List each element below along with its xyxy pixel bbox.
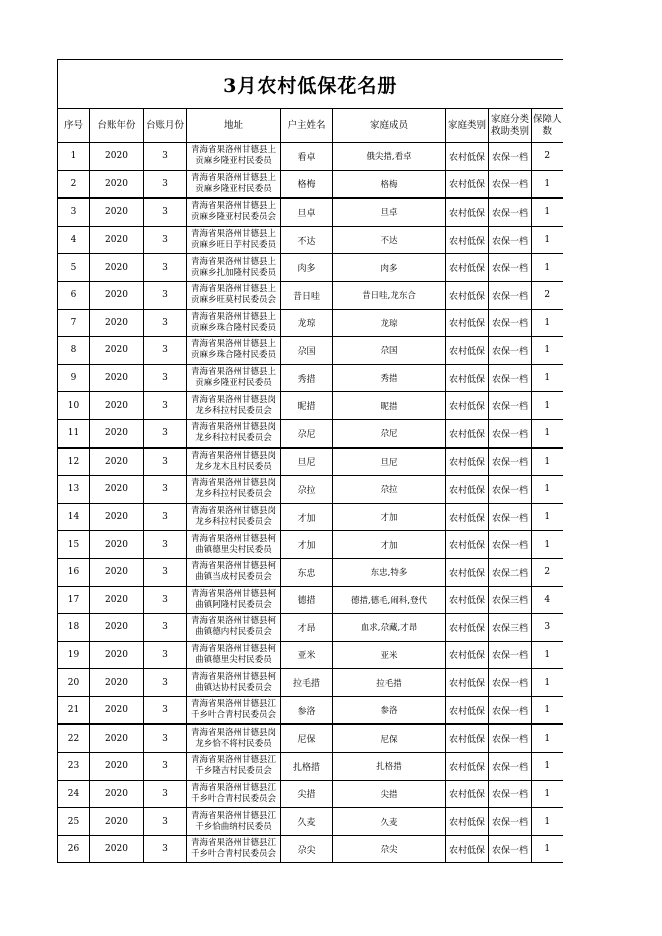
aid-category-cell: 农保一档 [489,669,532,697]
row-index-cell: 18 [58,614,90,642]
table-row [58,226,563,254]
household-type-cell: 农村低保 [446,170,489,198]
family-members-cell: 尕尼 [333,419,446,447]
family-members-cell: 尼保 [333,724,446,752]
row-index-cell: 16 [58,558,90,586]
aid-category-cell: 农保一档 [489,337,532,365]
ledger-month-cell: 3 [144,198,187,226]
ledger-year-cell: 2020 [90,641,144,669]
ledger-month-cell: 3 [144,835,187,863]
header-cell: 家庭分类救助类别 [489,109,532,143]
household-type-cell: 农村低保 [446,696,489,724]
covered-count-cell: 1 [532,476,563,504]
ledger-month-cell: 3 [144,392,187,420]
household-type-cell: 农村低保 [446,143,489,171]
head-of-household-cell: 肉多 [281,254,333,282]
address-cell: 青海省果洛州甘德县上贡麻乡珠合隆村民委员 [187,309,281,337]
ledger-year-cell: 2020 [90,586,144,614]
aid-category-cell: 农保一档 [489,835,532,863]
aid-category-cell: 农保一档 [489,696,532,724]
address-cell: 青海省果洛州甘德县柯曲镇德内村民委员会 [187,614,281,642]
ledger-month-cell: 3 [144,724,187,752]
ledger-month-cell: 3 [144,476,187,504]
row-index-cell: 22 [58,724,90,752]
table-row [58,392,563,420]
row-index-cell: 13 [58,476,90,504]
family-members-cell: 扎格措 [333,753,446,781]
table-row [58,558,563,586]
ledger-month-cell: 3 [144,503,187,531]
household-type-cell: 农村低保 [446,198,489,226]
address-cell: 青海省果洛州甘德县上贡麻乡扎加隆村民委员 [187,254,281,282]
head-of-household-cell: 扎格措 [281,753,333,781]
header-cell: 家庭类别 [446,109,489,143]
table-row [58,531,563,559]
table-row [58,614,563,642]
aid-category-cell: 农保一档 [489,641,532,669]
ledger-month-cell: 3 [144,753,187,781]
row-index-cell: 17 [58,586,90,614]
row-index-cell: 23 [58,753,90,781]
covered-count-cell: 1 [532,226,563,254]
table-row [58,808,563,836]
header-cell: 保障人数 [532,109,563,143]
row-index-cell: 1 [58,143,90,171]
covered-count-cell: 2 [532,281,563,309]
aid-category-cell: 农保一档 [489,254,532,282]
household-type-cell: 农村低保 [446,281,489,309]
aid-category-cell: 农保一档 [489,419,532,447]
aid-category-cell: 农保一档 [489,780,532,808]
aid-category-cell: 农保一档 [489,476,532,504]
ledger-month-cell: 3 [144,170,187,198]
ledger-year-cell: 2020 [90,281,144,309]
household-type-cell: 农村低保 [446,392,489,420]
roster-table [57,59,563,863]
table-row [58,835,563,863]
address-cell: 青海省果洛州甘德县柯曲镇德里尖村民委员 [187,641,281,669]
head-of-household-cell: 才加 [281,503,333,531]
household-type-cell: 农村低保 [446,808,489,836]
aid-category-cell: 农保一档 [489,364,532,392]
household-type-cell: 农村低保 [446,724,489,752]
ledger-year-cell: 2020 [90,364,144,392]
covered-count-cell: 1 [532,780,563,808]
ledger-year-cell: 2020 [90,476,144,504]
row-index-cell: 8 [58,337,90,365]
ledger-month-cell: 3 [144,531,187,559]
row-index-cell: 21 [58,696,90,724]
header-cell: 台账年份 [90,109,144,143]
aid-category-cell: 农保一档 [489,531,532,559]
table-row [58,780,563,808]
covered-count-cell: 1 [532,170,563,198]
household-type-cell: 农村低保 [446,614,489,642]
row-index-cell: 5 [58,254,90,282]
ledger-month-cell: 3 [144,641,187,669]
page-title: 3月农村低保花名册 [58,60,563,109]
ledger-year-cell: 2020 [90,558,144,586]
covered-count-cell: 1 [532,753,563,781]
address-cell: 青海省果洛州甘德县江千乡叶合青村民委员会 [187,835,281,863]
head-of-household-cell: 尕尖 [281,835,333,863]
address-cell: 青海省果洛州甘德县柯曲镇达协村民委员会 [187,669,281,697]
address-cell: 青海省果洛州甘德县上贡麻乡珠合隆村民委员 [187,337,281,365]
table-row [58,143,563,171]
household-type-cell: 农村低保 [446,753,489,781]
head-of-household-cell: 尖措 [281,780,333,808]
aid-category-cell: 农保一档 [489,198,532,226]
family-members-cell: 格梅 [333,170,446,198]
address-cell: 青海省果洛州甘德县上贡麻乡隆亚村民委员 [187,170,281,198]
household-type-cell: 农村低保 [446,835,489,863]
row-index-cell: 2 [58,170,90,198]
family-members-cell: 才加 [333,531,446,559]
family-members-cell: 参洛 [333,696,446,724]
address-cell: 青海省果洛州甘德县岗龙乡科拉村民委员会 [187,476,281,504]
table-row [58,419,563,447]
table-row [58,503,563,531]
address-cell: 青海省果洛州甘德县上贡麻乡旺莫村民委员会 [187,281,281,309]
family-members-cell: 才加 [333,503,446,531]
family-members-cell: 东忠,特多 [333,558,446,586]
head-of-household-cell: 才昂 [281,614,333,642]
head-of-household-cell: 东忠 [281,558,333,586]
table-row [58,364,563,392]
row-index-cell: 20 [58,669,90,697]
row-index-cell: 9 [58,364,90,392]
family-members-cell: 尖措 [333,780,446,808]
table-row [58,448,563,476]
row-index-cell: 6 [58,281,90,309]
address-cell: 青海省果洛州甘德县岗龙乡科拉村民委员会 [187,503,281,531]
row-index-cell: 26 [58,835,90,863]
address-cell: 青海省果洛州甘德县柯曲镇德里尖村民委员 [187,531,281,559]
address-cell: 青海省果洛州甘德县岗龙乡科拉村民委员会 [187,392,281,420]
address-cell: 青海省果洛州甘德县上贡麻乡隆亚村民委员 [187,364,281,392]
header-cell: 户主姓名 [281,109,333,143]
family-members-cell: 旦尼 [333,448,446,476]
address-cell: 青海省果洛州甘德县柯曲镇阿隆村民委员会 [187,586,281,614]
household-type-cell: 农村低保 [446,558,489,586]
head-of-household-cell: 才加 [281,531,333,559]
head-of-household-cell: 尕尼 [281,419,333,447]
family-members-cell: 昔日哇,龙东合 [333,281,446,309]
table-row [58,724,563,752]
family-members-cell: 尕拉 [333,476,446,504]
table-row [58,641,563,669]
address-cell: 青海省果洛州甘德县江千乡隆吉村民委员会 [187,753,281,781]
aid-category-cell: 农保一档 [489,143,532,171]
household-type-cell: 农村低保 [446,641,489,669]
ledger-year-cell: 2020 [90,835,144,863]
aid-category-cell: 农保一档 [489,309,532,337]
head-of-household-cell: 昵措 [281,392,333,420]
head-of-household-cell: 格梅 [281,170,333,198]
household-type-cell: 农村低保 [446,226,489,254]
ledger-month-cell: 3 [144,780,187,808]
address-cell: 青海省果洛州甘德县江千乡叶合青村民委员会 [187,696,281,724]
table-row [58,254,563,282]
family-members-cell: 不达 [333,226,446,254]
ledger-year-cell: 2020 [90,753,144,781]
family-members-cell: 肉多 [333,254,446,282]
row-index-cell: 11 [58,419,90,447]
ledger-year-cell: 2020 [90,696,144,724]
ledger-month-cell: 3 [144,448,187,476]
aid-category-cell: 农保一档 [489,170,532,198]
address-cell: 青海省果洛州甘德县岗龙乡科拉村民委员会 [187,419,281,447]
covered-count-cell: 1 [532,669,563,697]
covered-count-cell: 1 [532,835,563,863]
head-of-household-cell: 久麦 [281,808,333,836]
row-index-cell: 24 [58,780,90,808]
family-members-cell: 拉毛措 [333,669,446,697]
head-of-household-cell: 不达 [281,226,333,254]
covered-count-cell: 4 [532,586,563,614]
ledger-year-cell: 2020 [90,531,144,559]
aid-category-cell: 农保一档 [489,281,532,309]
table-row [58,476,563,504]
head-of-household-cell: 旦卓 [281,198,333,226]
ledger-month-cell: 3 [144,337,187,365]
covered-count-cell: 1 [532,364,563,392]
ledger-year-cell: 2020 [90,808,144,836]
household-type-cell: 农村低保 [446,337,489,365]
covered-count-cell: 1 [532,503,563,531]
ledger-month-cell: 3 [144,419,187,447]
ledger-year-cell: 2020 [90,419,144,447]
head-of-household-cell: 秀措 [281,364,333,392]
aid-category-cell: 农保三档 [489,614,532,642]
aid-category-cell: 农保三档 [489,586,532,614]
address-cell: 青海省果洛州甘德县江千乡叶合青村民委员会 [187,780,281,808]
head-of-household-cell: 尕国 [281,337,333,365]
family-members-cell: 尕国 [333,337,446,365]
row-index-cell: 19 [58,641,90,669]
header-cell: 序号 [58,109,90,143]
aid-category-cell: 农保二档 [489,558,532,586]
table-row [58,669,563,697]
household-type-cell: 农村低保 [446,309,489,337]
row-index-cell: 10 [58,392,90,420]
address-cell: 青海省果洛州甘德县江千乡恰曲纳村民委员 [187,808,281,836]
family-members-cell: 龙琼 [333,309,446,337]
aid-category-cell: 农保一档 [489,503,532,531]
covered-count-cell: 2 [532,558,563,586]
aid-category-cell: 农保一档 [489,808,532,836]
ledger-month-cell: 3 [144,808,187,836]
covered-count-cell: 1 [532,337,563,365]
ledger-year-cell: 2020 [90,143,144,171]
family-members-cell: 尕尖 [333,835,446,863]
header-cell: 台账月份 [144,109,187,143]
row-index-cell: 4 [58,226,90,254]
ledger-month-cell: 3 [144,226,187,254]
ledger-year-cell: 2020 [90,448,144,476]
head-of-household-cell: 尼保 [281,724,333,752]
address-cell: 青海省果洛州甘德县上贡麻乡隆亚村民委员会 [187,198,281,226]
head-of-household-cell: 看卓 [281,143,333,171]
family-members-cell: 旦卓 [333,198,446,226]
household-type-cell: 农村低保 [446,448,489,476]
ledger-month-cell: 3 [144,669,187,697]
address-cell: 青海省果洛州甘德县岗龙乡恰不将村民委员 [187,724,281,752]
table-row [58,309,563,337]
ledger-year-cell: 2020 [90,614,144,642]
address-cell: 青海省果洛州甘德县上贡麻乡旺日芋村民委员 [187,226,281,254]
ledger-year-cell: 2020 [90,170,144,198]
row-index-cell: 3 [58,198,90,226]
covered-count-cell: 1 [532,419,563,447]
covered-count-cell: 1 [532,641,563,669]
household-type-cell: 农村低保 [446,503,489,531]
head-of-household-cell: 德措 [281,586,333,614]
address-cell: 青海省果洛州甘德县岗龙乡龙木且村民委员 [187,448,281,476]
table-row [58,696,563,724]
household-type-cell: 农村低保 [446,531,489,559]
ledger-year-cell: 2020 [90,780,144,808]
family-members-cell: 德措,德毛,闹科,登代 [333,586,446,614]
head-of-household-cell: 昔日哇 [281,281,333,309]
ledger-year-cell: 2020 [90,337,144,365]
table-row [58,337,563,365]
household-type-cell: 农村低保 [446,364,489,392]
ledger-year-cell: 2020 [90,724,144,752]
ledger-year-cell: 2020 [90,669,144,697]
ledger-year-cell: 2020 [90,198,144,226]
ledger-month-cell: 3 [144,614,187,642]
row-index-cell: 12 [58,448,90,476]
covered-count-cell: 1 [532,808,563,836]
ledger-year-cell: 2020 [90,309,144,337]
household-type-cell: 农村低保 [446,669,489,697]
header-cell: 地址 [187,109,281,143]
row-index-cell: 14 [58,503,90,531]
family-members-cell: 亚米 [333,641,446,669]
covered-count-cell: 1 [532,309,563,337]
aid-category-cell: 农保一档 [489,226,532,254]
address-cell: 青海省果洛州甘德县上贡麻乡隆亚村民委员 [187,143,281,171]
ledger-year-cell: 2020 [90,254,144,282]
family-members-cell: 血求,尕藏,才昂 [333,614,446,642]
header-cell: 家庭成员 [333,109,446,143]
family-members-cell: 昵措 [333,392,446,420]
covered-count-cell: 1 [532,724,563,752]
aid-category-cell: 农保一档 [489,448,532,476]
address-cell: 青海省果洛州甘德县柯曲镇当成村民委员会 [187,558,281,586]
head-of-household-cell: 旦尼 [281,448,333,476]
covered-count-cell: 1 [532,531,563,559]
ledger-month-cell: 3 [144,254,187,282]
ledger-year-cell: 2020 [90,226,144,254]
head-of-household-cell: 龙琼 [281,309,333,337]
covered-count-cell: 1 [532,696,563,724]
header-row [58,109,563,143]
covered-count-cell: 3 [532,614,563,642]
table-row [58,586,563,614]
covered-count-cell: 1 [532,392,563,420]
covered-count-cell: 1 [532,254,563,282]
family-members-cell: 俄尖措,看卓 [333,143,446,171]
family-members-cell: 秀措 [333,364,446,392]
table-row [58,198,563,226]
head-of-household-cell: 参洛 [281,696,333,724]
table-row [58,170,563,198]
head-of-household-cell: 拉毛措 [281,669,333,697]
ledger-month-cell: 3 [144,309,187,337]
table-row [58,281,563,309]
ledger-month-cell: 3 [144,281,187,309]
household-type-cell: 农村低保 [446,780,489,808]
ledger-month-cell: 3 [144,586,187,614]
ledger-year-cell: 2020 [90,503,144,531]
aid-category-cell: 农保一档 [489,724,532,752]
household-type-cell: 农村低保 [446,254,489,282]
ledger-month-cell: 3 [144,558,187,586]
household-type-cell: 农村低保 [446,419,489,447]
covered-count-cell: 1 [532,448,563,476]
aid-category-cell: 农保一档 [489,753,532,781]
ledger-month-cell: 3 [144,143,187,171]
family-members-cell: 久麦 [333,808,446,836]
ledger-month-cell: 3 [144,364,187,392]
row-index-cell: 7 [58,309,90,337]
household-type-cell: 农村低保 [446,586,489,614]
covered-count-cell: 2 [532,143,563,171]
ledger-year-cell: 2020 [90,392,144,420]
row-index-cell: 15 [58,531,90,559]
household-type-cell: 农村低保 [446,476,489,504]
row-index-cell: 25 [58,808,90,836]
head-of-household-cell: 尕拉 [281,476,333,504]
aid-category-cell: 农保一档 [489,392,532,420]
covered-count-cell: 1 [532,198,563,226]
table-row [58,753,563,781]
ledger-month-cell: 3 [144,696,187,724]
head-of-household-cell: 亚米 [281,641,333,669]
